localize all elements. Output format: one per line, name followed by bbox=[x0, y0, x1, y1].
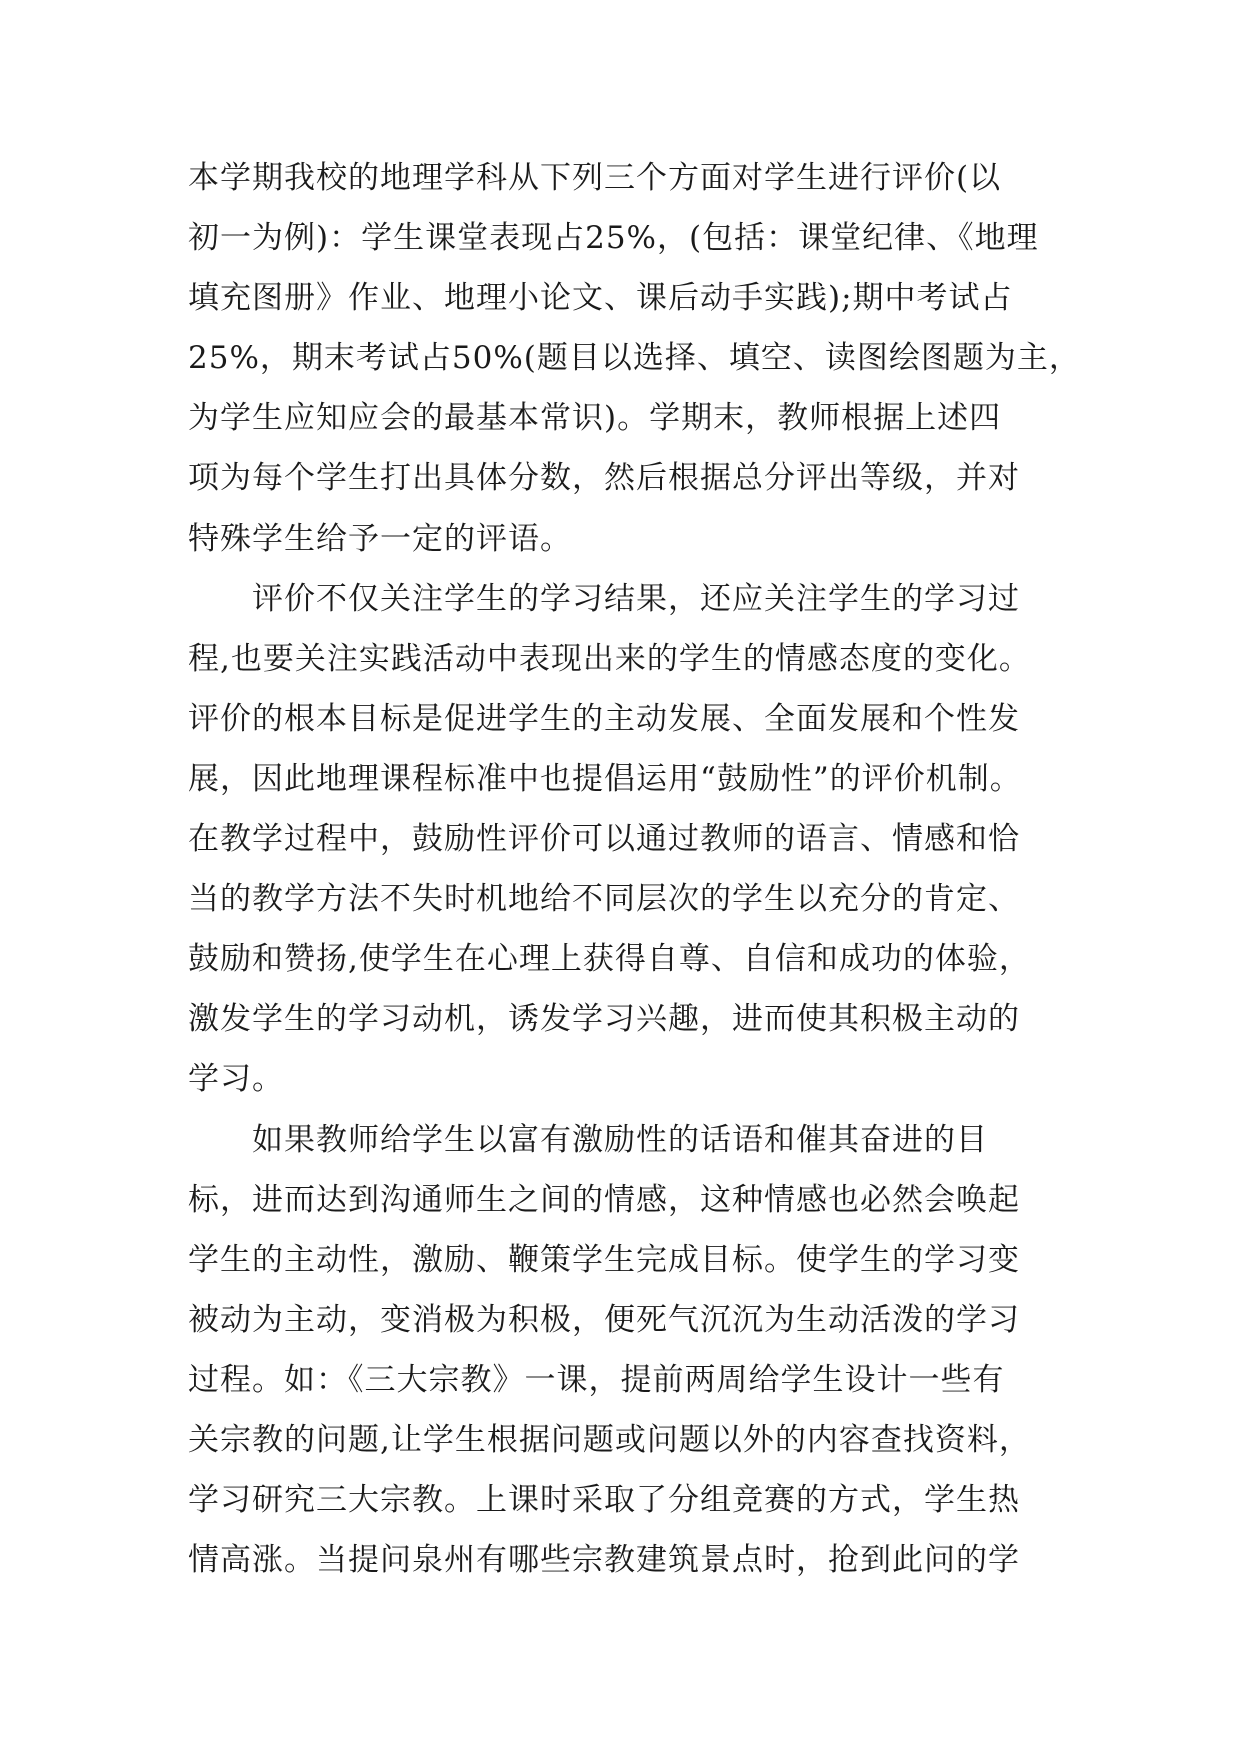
text-line: 学习。 bbox=[188, 1061, 284, 1098]
paragraph-2 bbox=[188, 569, 1068, 1110]
text-line: 程,也要关注实践活动中表现出来的学生的情感态度的变化。 bbox=[188, 640, 1031, 677]
text-line: 在教学过程中，鼓励性评价可以通过教师的语言、情感和恰 bbox=[188, 821, 1020, 858]
text-line: 展，因此地理课程标准中也提倡运用“鼓励性”的评价机制。 bbox=[188, 760, 1022, 797]
document-body bbox=[188, 148, 1081, 1590]
text-line: 初一为例)：学生课堂表现占25%，(包括：课堂纪律、《地理 bbox=[188, 220, 1039, 257]
text-line: 填充图册》作业、地理小论文、课后动手实践);期中考试占 bbox=[188, 280, 1013, 317]
text-line: 项为每个学生打出具体分数，然后根据总分评出等级，并对 bbox=[188, 460, 1020, 497]
text-line: 被动为主动，变消极为积极，便死气沉沉为生动活泼的学习 bbox=[188, 1301, 1020, 1338]
text-line: 鼓励和赞扬,使学生在心理上获得自尊、自信和成功的体验， bbox=[188, 941, 1031, 978]
text-line: 评价不仅关注学生的学习结果，还应关注学生的学习过 bbox=[252, 580, 1020, 617]
text-line: 激发学生的学习动机，诱发学习兴趣，进而使其积极主动的 bbox=[188, 1001, 1020, 1038]
text-line: 学习研究三大宗教。上课时采取了分组竞赛的方式，学生热 bbox=[188, 1482, 1020, 1519]
text-line: 为学生应知应会的最基本常识)。学期末，教师根据上述四 bbox=[188, 400, 1002, 437]
text-line: 关宗教的问题,让学生根据问题或问题以外的内容查找资料， bbox=[188, 1421, 1031, 1458]
text-line: 特殊学生给予一定的评语。 bbox=[188, 520, 572, 557]
paragraph-3 bbox=[188, 1110, 1068, 1591]
text-line: 情高涨。当提问泉州有哪些宗教建筑景点时，抢到此问的学 bbox=[188, 1542, 1020, 1579]
text-line: 标，进而达到沟通师生之间的情感，这种情感也必然会唤起 bbox=[188, 1181, 1020, 1218]
text-line: 评价的根本目标是促进学生的主动发展、全面发展和个性发 bbox=[188, 700, 1020, 737]
paragraph-1 bbox=[188, 148, 1081, 569]
text-line: 过程。如：《三大宗教》一课，提前两周给学生设计一些有 bbox=[188, 1361, 1005, 1398]
text-line: 如果教师给学生以富有激励性的话语和催其奋进的目 bbox=[252, 1121, 988, 1158]
text-line: 学生的主动性，激励、鞭策学生完成目标。使学生的学习变 bbox=[188, 1241, 1020, 1278]
text-line: 25%，期末考试占50%(题目以选择、填空、读图绘图题为主， bbox=[188, 340, 1081, 377]
text-line: 当的教学方法不失时机地给不同层次的学生以充分的肯定、 bbox=[188, 881, 1020, 918]
text-line: 本学期我校的地理学科从下列三个方面对学生进行评价(以 bbox=[188, 160, 1002, 196]
